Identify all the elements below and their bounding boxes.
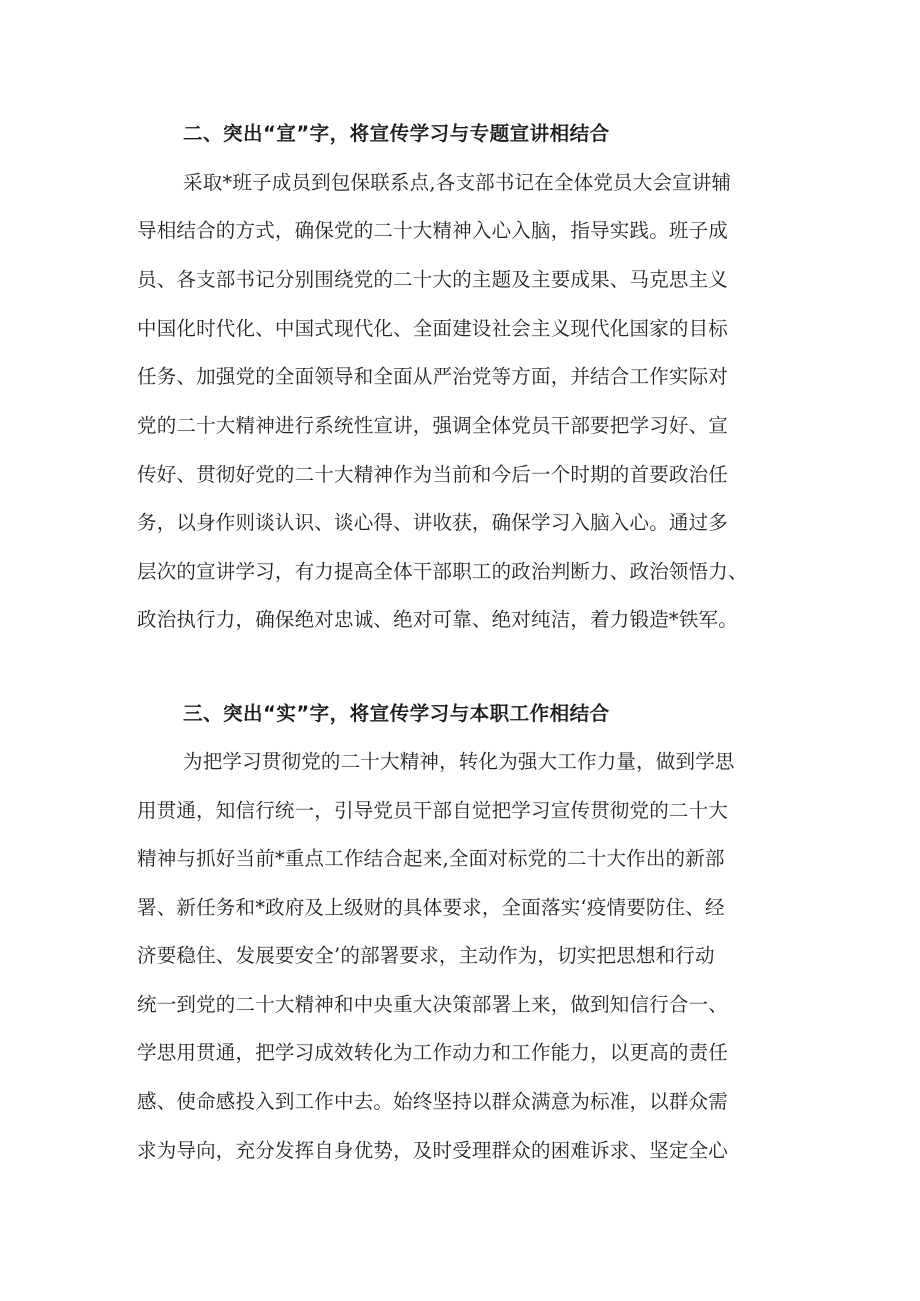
paragraph-line: 用贯通，知信行统一，引导党员干部自觉把学习宣传贯彻党的二十大	[137, 799, 729, 822]
paragraph-line: 学思用贯通，把学习成效转化为工作动力和工作能力，以更高的责任	[137, 1041, 729, 1064]
paragraph-line: 为把学习贯彻党的二十大精神，转化为强大工作力量，做到学思	[183, 750, 735, 773]
paragraph-line: 署、新任务和*政府及上级财的具体要求，全面落实‘疫情要防住、经	[137, 896, 725, 919]
paragraph-line: 导相结合的方式，确保党的二十大精神入心入脑，指导实践。班子成	[137, 219, 729, 242]
paragraph-line: 精神与抓好当前*重点工作结合起来,全面对标党的二十大作出的新部	[137, 847, 725, 870]
paragraph-line: 统一到党的二十大精神和中央重大决策部署上来，做到知信行合一、	[137, 993, 729, 1016]
paragraph-line: 务，以身作则谈认识、谈心得、讲收获，确保学习入脑入心。通过多	[137, 511, 729, 534]
paragraph-line: 任务、加强党的全面领导和全面从严治党等方面，并结合工作实际对	[137, 365, 729, 388]
paragraph-line: 员、各支部书记分别围绕党的二十大的主题及主要成果、马克思主义	[137, 268, 729, 291]
paragraph-line: 中国化时代化、中国式现代化、全面建设社会主义现代化国家的目标	[137, 317, 729, 340]
paragraph-line: 传好、贯彻好党的二十大精神作为当前和今后一个时期的首要政治任	[137, 463, 729, 486]
section-heading: 三、突出“实”字，将宣传学习与本职工作相结合	[183, 702, 610, 725]
paragraph-line: 层次的宣讲学习，有力提高全体干部职工的政治判断力、政治领悟力、	[137, 560, 748, 583]
paragraph-line: 采取*班子成员到包保联系点,各支部书记在全体党员大会宣讲辅	[183, 171, 732, 194]
paragraph-line: 求为导向，充分发挥自身优势，及时受理群众的困难诉求、坚定全心	[137, 1139, 729, 1162]
paragraph-line: 济要稳住、发展要安全’的部署要求，主动作为，切实把思想和行动	[137, 944, 715, 967]
paragraph-line: 党的二十大精神进行系统性宣讲，强调全体党员干部要把学习好、宣	[137, 414, 729, 437]
section-heading: 二、突出“宣”字，将宣传学习与专题宣讲相结合	[183, 122, 610, 145]
paragraph-line: 政治执行力，确保绝对忠诚、绝对可靠、绝对纯洁，着力锻造*铁军。	[137, 608, 738, 631]
paragraph-line: 感、使命感投入到工作中去。始终坚持以群众满意为标准，以群众需	[137, 1090, 729, 1113]
